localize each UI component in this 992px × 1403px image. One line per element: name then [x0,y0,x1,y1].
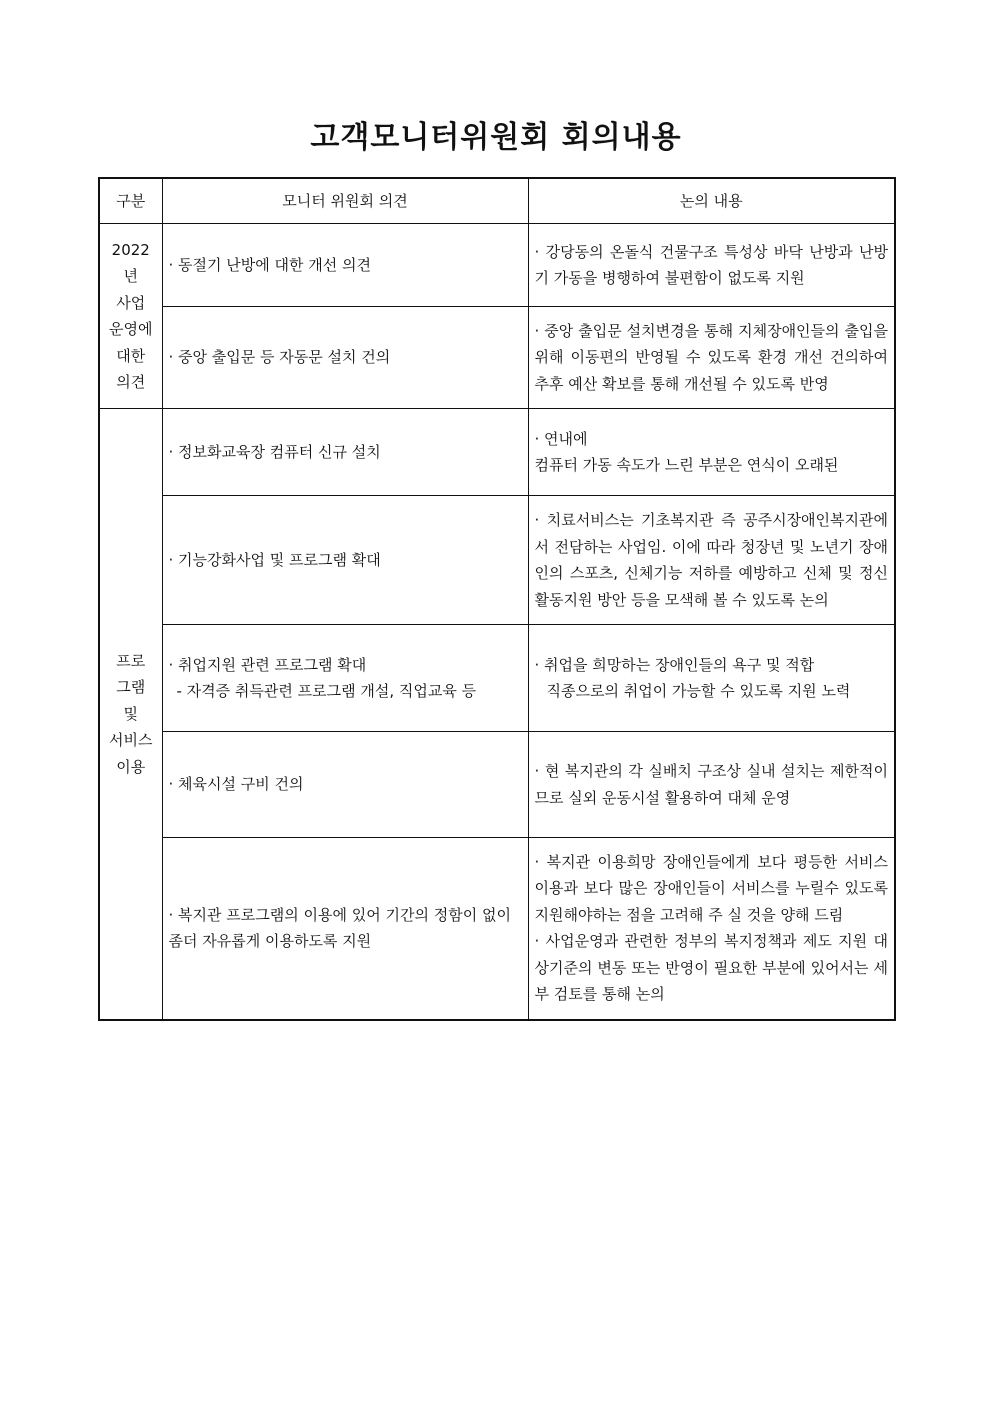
discussion-text: · 중앙 출입문 설치변경을 통해 지체장애인들의 출입을 위해 이동편의 반영될 수 있도록 환경 개선 건의하여 추후 예산 확보를 통해 개선될 수 있도록 반영 [534,321,888,393]
opinion-subtext: - 자격증 취득관련 프로그램 개설, 직업교육 등 [176,682,477,700]
table-row [99,625,895,732]
category-line: 의견 [116,373,146,391]
opinion-text: · 동절기 난방에 대한 개선 의견 [168,255,371,274]
opinion-text: · 체육시설 구비 건의 [168,775,304,794]
header-opinion: 모니터 위원회 의견 [162,178,528,224]
category-line: 2022년 [111,240,150,285]
category-line: 및 [123,704,138,723]
header-category: 구분 [99,178,162,224]
discussion-text: 컴퓨터 가동 속도가 느린 부분은 연식이 오래된 [534,456,839,474]
meeting-table [98,177,896,1021]
category-line: 사업 [116,293,146,312]
opinion-cell [162,496,528,625]
opinion-cell [162,409,528,496]
table-header-row [99,178,895,224]
discussion-text: · 취업을 희망하는 장애인들의 욕구 및 적합 [534,655,815,674]
discussion-cell [528,625,895,732]
table-row [99,838,895,1020]
discussion-text: · 연내에 [534,429,588,448]
opinion-text: · 복지관 프로그램의 이용에 있어 기간의 정함이 없이 좀더 자유롭게 이용하도록 지원 [168,905,511,951]
category-cell-programs [99,409,162,1020]
category-line: 서비스 [109,731,153,749]
opinion-cell [162,838,528,1020]
discussion-cell [528,732,895,838]
discussion-text: 직종으로의 취업이 가능할 수 있도록 지원 노력 [546,682,851,700]
discussion-cell [528,838,895,1020]
discussion-cell [528,496,895,625]
discussion-cell [528,307,895,409]
category-line: 운영에 [109,320,153,338]
discussion-text: · 현 복지관의 각 실배치 구조상 실내 설치는 제한적이므로 실외 운동시설 활용하여 대체 운영 [534,762,888,807]
table-row [99,307,895,409]
discussion-cell [528,224,895,307]
header-discussion: 논의 내용 [528,178,895,224]
opinion-cell [162,732,528,838]
category-line: 이용 [116,757,146,776]
opinion-cell [162,307,528,409]
table-row [99,224,895,307]
discussion-text: · 강당동의 온돌식 건물구조 특성상 바닥 난방과 난방기 가동을 병행하여 불편함이 없도록 지원 [534,242,888,287]
category-line: 대한 [116,346,146,365]
discussion-cell [528,409,895,496]
table-row [99,732,895,838]
category-line: 프로 [116,651,146,670]
discussion-text: · 사업운영과 관련한 정부의 복지정책과 제도 지원 대상기준의 변동 또는 반영이 필요한 부분에 있어서는 세부 검토를 통해 논의 [534,932,888,1004]
category-cell-operations [99,224,162,409]
opinion-cell [162,224,528,307]
document-title: 고객모니터위원회 회의내용 [310,120,682,155]
opinion-text: · 중앙 출입문 등 자동문 설치 건의 [168,348,391,367]
discussion-text: · 치료서비스는 기초복지관 즉 공주시장애인복지관에서 전담하는 사업임. 이에 따라 청장년 및 노년기 장애인의 스포츠, 신체기능 저하를 예방하고 신체 및 정신활동지원 방안 등을 모색해 볼 수 있도록 논의 [534,511,888,609]
table-row [99,496,895,625]
opinion-text: · 취업지원 관련 프로그램 확대 [168,655,367,674]
opinion-text: · 기능강화사업 및 프로그램 확대 [168,550,381,569]
table-row [99,409,895,496]
discussion-text: · 복지관 이용희망 장애인들에게 보다 평등한 서비스 이용과 보다 많은 장애인들이 서비스를 누릴수 있도록 지원해야하는 점을 고려해 주 실 것을 양해 드림 [534,852,888,924]
opinion-text: · 정보화교육장 컴퓨터 신규 설치 [168,442,381,461]
opinion-cell [162,625,528,732]
category-line: 그램 [116,678,146,696]
